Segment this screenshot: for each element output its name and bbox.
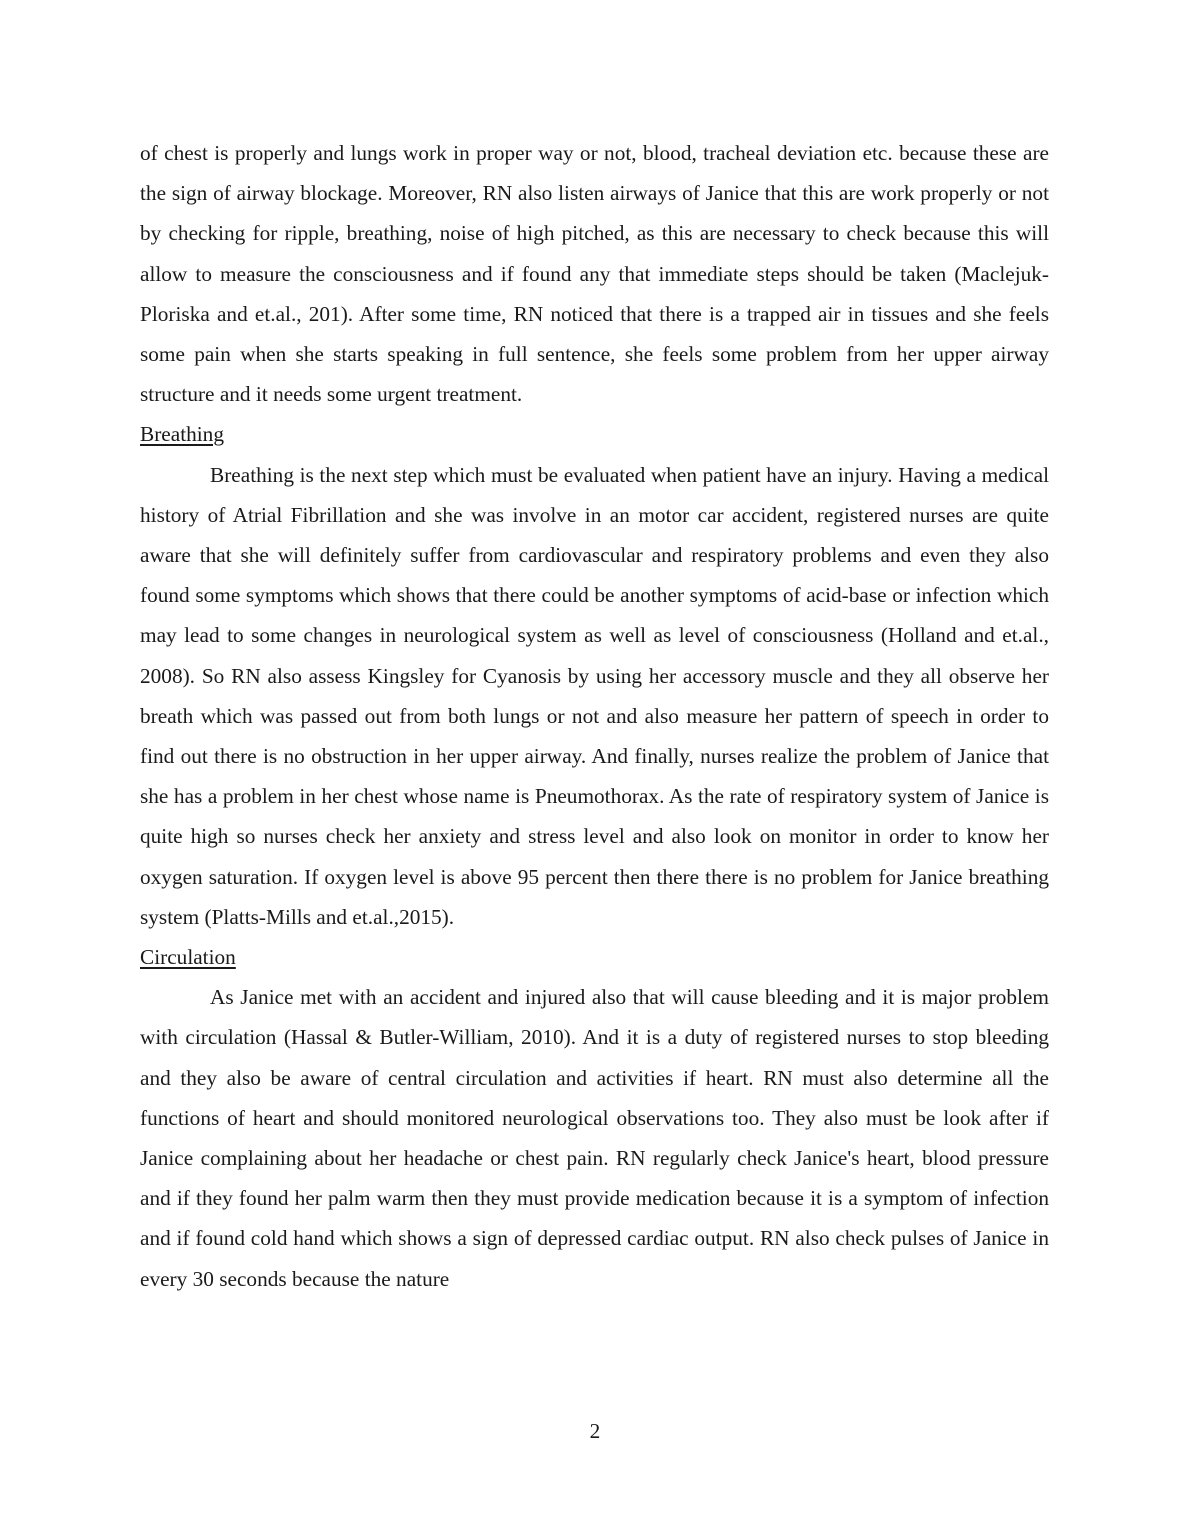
page-number: 2 bbox=[589, 1419, 601, 1443]
document-page-body bbox=[140, 133, 1049, 1299]
breathing-paragraph: Breathing is the next step which must be evaluated when patient have an injury. Having a medical history of Atrial Fibrillation and she was involve in an motor car accident, registered nurses are quite aware that she will definitely suffer from cardiovascular and respiratory problems and even they also found some symptoms which shows that there could be another symptoms of acid-base or infection which may lead to some changes in neurological system as well as level of consciousness (Holland and et.al., 2008). So RN also assess Kingsley for Cyanosis by using her accessory muscle and they all observe her breath which was passed out from both lungs or not and also measure her pattern of speech in order to find out there is no obstruction in her upper airway. And finally, nurses realize the problem of Janice that she has a problem in her chest whose name is Pneumothorax. As the rate of respiratory system of Janice is quite high so nurses check her anxiety and stress level and also look on monitor in order to know her oxygen saturation. If oxygen level is above 95 percent then there there is no problem for Janice breathing system (Platts-Mills and et.al.,2015). bbox=[140, 462, 1049, 929]
circulation-heading: Circulation bbox=[140, 945, 236, 970]
circulation-paragraph: As Janice met with an accident and injured also that will cause bleeding and it is major problem with circulation (Hassal & Butler-William, 2010). And it is a duty of registered nurses to stop bleeding and they also be aware of central circulation and activities if heart. RN must also determine all the functions of heart and should monitored neurological observations too. They also must be look after if Janice complaining about her headache or chest pain. RN regularly check Janice's heart, blood pressure and if they found her palm warm then they must provide medication because it is a symptom of infection and if found cold hand which shows a sign of depressed cardiac output. RN also check pulses of Janice in every 30 seconds because the nature bbox=[140, 985, 1049, 1291]
breathing-heading: Breathing bbox=[140, 422, 224, 447]
airway-continued-paragraph: of chest is properly and lungs work in proper way or not, blood, tracheal deviation etc. because these are the sign of airway blockage. Moreover, RN also listen airways of Janice that this are work properly or not by checking for ripple, breathing, noise of high pitched, as this are necessary to check because this will allow to measure the consciousness and if found any that immediate steps should be taken (Maclejuk-Ploriska and et.al., 201). After some time, RN noticed that there is a trapped air in tissues and she feels some pain when she starts speaking in full sentence, she feels some problem from her upper airway structure and it needs some urgent treatment. bbox=[140, 141, 1049, 407]
